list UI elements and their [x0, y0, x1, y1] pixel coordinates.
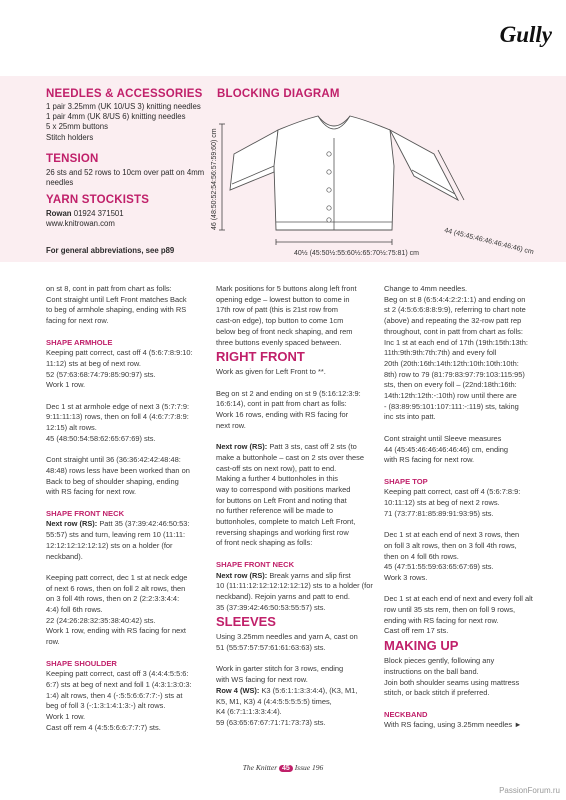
instruction-line: 9:11:11:13) rows, then on foll 4 (4:6:7:7:8:9: [46, 412, 189, 422]
instruction-line: Using 3.25mm needles and yarn A, cast on [216, 632, 358, 642]
instruction-line: next row. [216, 420, 246, 430]
instruction-line [46, 519, 206, 530]
page-footer [0, 763, 566, 772]
paragraph-gap [384, 519, 544, 530]
button-icon [327, 218, 331, 222]
instruction-line [216, 571, 376, 582]
needles-line: 1 pair 4mm (UK 8/US 6) knitting needles [46, 112, 186, 122]
instruction-line: Block pieces gently, following any [384, 656, 495, 666]
instruction-line: 59 (63:65:67:67:71:71:73:73) sts. [216, 717, 326, 727]
instruction-line: for buttons on Left Front and noting that [216, 495, 347, 505]
instruction-line: Change to 4mm needles. [384, 284, 468, 293]
instruction-line: K5, M1, K3) 4 (4:4:5:5:5:5:5) times, [216, 696, 332, 706]
tension-heading: TENSION [46, 153, 99, 165]
instruction-line: Beg on st 8 (6:5:4:4:2:2:1:1) and ending on [384, 294, 526, 304]
needles-line: 1 pair 3.25mm (UK 10/US 3) knitting needles [46, 102, 201, 111]
footer-magazine: The Knitter [242, 763, 278, 772]
row-text: K3 (5:6:1:1:3:3:4:4), (K3, M1, [259, 685, 358, 695]
instruction-line: on foll 3 alt rows, then on 3 foll 4th rows, [384, 540, 517, 550]
paragraph-gap [46, 498, 206, 509]
button-icon [327, 170, 331, 174]
column-2 [216, 284, 376, 729]
instruction-line: With RS facing, using 3.25mm needles ► [384, 720, 522, 730]
instruction-line: below beg of front neck shaping, and rem [216, 326, 353, 336]
paragraph-gap [46, 391, 206, 402]
needles-heading: NEEDLES & ACCESSORIES [46, 88, 203, 100]
instruction-line: Work 3 rows. [384, 572, 428, 582]
instruction-line: stitch, or back stitch if preferred. [384, 688, 490, 698]
row-label: Row 4 (WS): [216, 685, 260, 695]
instruction-line: three buttons evenly spaced between. [216, 337, 342, 347]
stockist-brand: Rowan [46, 209, 72, 218]
instruction-line: Inc 1 st at each end of 17th (19th:15th:13th: [384, 337, 528, 347]
sleeve-label: 44 (45:45:46:46:46:46:46) cm [443, 227, 535, 257]
instruction-line: of next 6 rows, then on foll 2 alt rows, then [46, 583, 186, 593]
instruction-line: throughout, cont in patt from chart as folls: [384, 326, 523, 336]
instruction-line: 45 (48:50:54:58:62:65:67:69) sts. [46, 433, 156, 443]
instruction-line: inc sts into patt. [384, 412, 436, 422]
paragraph-gap [384, 584, 544, 595]
instruction-line: Back to beg of shoulder shaping, ending [46, 476, 179, 486]
instruction-line: sts, then on every foll – (22nd:18th:16th: [384, 380, 517, 390]
instruction-line: 6:7) sts at beg of next and foll 1 (4:3:1:3:0:3: [46, 679, 192, 689]
column-1 [46, 284, 206, 733]
paragraph-gap [46, 648, 206, 659]
instruction-line: Work 1 row. [46, 380, 86, 390]
paragraph-gap [46, 327, 206, 338]
section-subheading: SHAPE FRONT NECK [216, 559, 295, 569]
instruction-line: cast-on edge), top button to come 1cm [216, 316, 344, 326]
instruction-line: facing for next row. [46, 316, 109, 326]
instruction-line: make a buttonhole – cast on 2 sts over these [216, 452, 365, 462]
section-subheading: NECKBAND [384, 709, 428, 719]
tension-line: needles [46, 178, 74, 188]
paragraph-gap [384, 423, 544, 434]
instruction-line: 12:15) alt rows. [46, 423, 97, 433]
instruction-line: Keeping patt correct, cast off 4 (5:6:7:8:9:10: [46, 348, 193, 358]
tension-text [46, 168, 204, 188]
instruction-line: 44 (45:45:46:46:46:46:46) cm, ending [384, 444, 509, 454]
instruction-line: ending with RS facing for next row. [384, 615, 499, 625]
footer-issue: Issue 196 [294, 763, 324, 772]
watermark: PassionForum.ru [499, 786, 560, 795]
instruction-line: 48:48) rows less have been worked than on [46, 465, 190, 475]
instruction-line: 55:57) sts and turn, leaving rem 10 (11:11: [46, 530, 186, 540]
paragraph-gap [216, 654, 376, 665]
instruction-line: 17th row of patt (this is 21st row from [216, 305, 338, 315]
section-subheading: SHAPE FRONT NECK [46, 508, 125, 518]
instruction-line: instructions on the ball band. [384, 666, 479, 676]
needles-line: Stitch holders [46, 132, 94, 142]
instruction-line: of front neck shaping as folls: [216, 538, 313, 548]
instruction-line: Cont straight until 36 (36:36:42:42:48:48: [46, 455, 181, 465]
instruction-line: 35 (37:39:42:46:50:53:55:57) sts. [216, 602, 326, 612]
instruction-line: beg of foll 3 (-:1:3:1:4:1:3:-) alt rows. [46, 701, 166, 711]
instruction-line: Cast off rem 17 sts. [384, 626, 449, 636]
instruction-line: 20th (20th:16th:14th:12th:10th:10th:10th: [384, 358, 519, 368]
instruction-line: Keeping patt correct, cast off 3 (4:4:4:5:5:6: [46, 669, 189, 679]
footer-page-number: 45 [279, 765, 293, 772]
button-icon [327, 152, 331, 156]
instruction-line: row. [46, 637, 60, 647]
instruction-line: 71 (73:77:81:85:89:91:93:95) sts. [384, 508, 494, 518]
row-text: Break yarns and slip first [267, 570, 351, 580]
instruction-line: Cast off rem 4 (4:5:5:6:6:7:7:7) sts. [46, 722, 161, 732]
instruction-line: 22 (24:26:28:32:35:38:40:42) sts. [46, 615, 156, 625]
instruction-line: Dec 1 st at each end of next 3 rows, then [384, 530, 520, 540]
width-label: 40½ (45:50½:55:60½:65:70½:75:81) cm [294, 250, 419, 257]
instruction-line [216, 442, 376, 453]
instruction-line: on st 8, cont in patt from chart as folls: [46, 284, 172, 293]
instruction-line: neckband). [46, 551, 83, 561]
instruction-line: on 3 foll 4th rows, then on 2 (2:2:3:3:4:4: [46, 594, 180, 604]
needles-list [46, 102, 201, 143]
section-subheading: SHAPE ARMHOLE [46, 337, 113, 347]
section-subheading: SHAPE TOP [384, 476, 428, 486]
instruction-line: 14th:12th:12th:-:10th) row until there are [384, 391, 517, 401]
instruction-line: Work 1 row. [46, 712, 86, 722]
instruction-line: (above) and repeating the 32-row patt rep [384, 316, 522, 326]
row-label: Next row (RS): [216, 442, 268, 452]
instruction-line: with RS facing for next row. [384, 455, 475, 465]
instruction-line: Cont straight until Left Front matches Back [46, 294, 187, 304]
instruction-line: then on 4 foll 6th rows. [384, 551, 459, 561]
instruction-line: 12:12:12:12:12:12) sts on a holder (for [46, 540, 173, 550]
instruction-line: Join both shoulder seams using mattress [384, 677, 520, 687]
instruction-line: 11:12) sts at beg of next row. [46, 358, 141, 368]
instruction-line: 4:4) foll 6th rows. [46, 605, 103, 615]
instruction-line: Work in garter stitch for 3 rows, ending [216, 664, 344, 674]
instruction-line: Work 1 row, ending with RS facing for next [46, 626, 187, 636]
instruction-line: Making a further 4 buttonholes in this [216, 474, 338, 484]
cardigan-outline [230, 116, 458, 230]
button-icon [327, 206, 331, 210]
blocking-diagram [210, 102, 550, 262]
row-label: Next row (RS): [216, 570, 268, 580]
instruction-line: Beg on st 2 and ending on st 9 (5:16:12:3:9: [216, 388, 361, 398]
row-text: Patt 35 (37:39:42:46:50:53: [97, 519, 190, 529]
instruction-line: 11th:9th:9th:7th:7th) and every foll [384, 348, 497, 358]
row-text: Patt 3 sts, cast off 2 sts (to [267, 442, 357, 452]
instruction-line: 52 (57:63:68:74:79:85:90:97) sts. [46, 369, 156, 379]
paragraph-gap [46, 562, 206, 573]
length-label: 46 (48:50:52:54:56:57:59:60) cm [211, 128, 218, 230]
diagram-heading: BLOCKING DIAGRAM [217, 88, 340, 100]
instruction-line: with RS facing for next row. [46, 487, 137, 497]
paragraph-gap [216, 431, 376, 442]
instruction-line: Cont straight until Sleeve measures [384, 433, 502, 443]
instruction-line: reversing shapings and working first row [216, 527, 349, 537]
instruction-line: K4 (6:7:1:1:3:3:4:4). [216, 707, 282, 717]
instruction-line: opening edge – lowest button to come in [216, 294, 350, 304]
instruction-line: 10 (11:11:12:12:12:12:12:12) sts to a holder (for [216, 581, 373, 591]
instruction-line: st 2 (4:5:6:6:8:8:9:9), referring to chart note [384, 305, 526, 315]
stockist-phone: 01924 371501 [73, 209, 124, 218]
section-subheading: SHAPE SHOULDER [46, 658, 117, 668]
pattern-title: Gully [499, 22, 552, 47]
instruction-line: neckband). Rejoin yarns and patt to end. [216, 591, 350, 601]
instruction-line: row until 35 sts rem, then on foll 9 rows, [384, 605, 516, 615]
instruction-line: 10:11:12) sts at beg of next 2 rows. [384, 498, 500, 508]
button-icon [327, 188, 331, 192]
instruction-line: 16:6:14), cont in patt from chart as folls: [216, 399, 347, 409]
info-panel [0, 76, 566, 262]
instruction-line: 51 (55:57:57:57:61:61:63:63) sts. [216, 643, 326, 653]
paragraph-gap [216, 378, 376, 389]
tension-line: 26 sts and 52 rows to 10cm over patt on 4mm [46, 168, 205, 177]
section-heading: SLEEVES [216, 614, 276, 630]
instruction-line [216, 686, 376, 697]
stockists-heading: YARN STOCKISTS [46, 194, 150, 206]
column-3 [384, 284, 544, 731]
instruction-line: 45 (47:51:55:59:63:65:67:69) sts. [384, 562, 494, 572]
instruction-line: Dec 1 st at armhole edge of next 3 (5:7:7:9: [46, 401, 190, 411]
instruction-line: with WS facing for next row. [216, 675, 308, 685]
instruction-line: Work 16 rows, ending with RS facing for [216, 410, 349, 420]
section-heading: RIGHT FRONT [216, 349, 305, 365]
paragraph-gap [216, 549, 376, 560]
instruction-line: cast-off sts on next row), patt to end. [216, 463, 337, 473]
stockist-url[interactable]: www.knitrowan.com [46, 219, 115, 229]
instruction-line: way to correspond with positions marked [216, 484, 351, 494]
instruction-line: Keeping patt correct, dec 1 st at neck edge [46, 572, 188, 582]
instruction-line: no further reference will be made to [216, 506, 333, 516]
section-heading: MAKING UP [384, 638, 459, 654]
abbreviations-note: For general abbreviations, see p89 [46, 246, 175, 255]
instruction-line: to beg of armhole shaping, ending with RS [46, 305, 187, 315]
paragraph-gap [46, 445, 206, 456]
paragraph-gap [384, 699, 544, 710]
instruction-line: 1:4) alt rows, then 4 (-:5:5:6:6:7:7:-) sts at [46, 690, 183, 700]
instruction-line: 8th) row to 79 (81:79:83:97:79:103:115:95) [384, 369, 525, 379]
instruction-line: Mark positions for 5 buttons along left front [216, 284, 357, 293]
row-label: Next row (RS): [46, 519, 98, 529]
instruction-line: Work as given for Left Front to **. [216, 367, 326, 377]
stockists-text [46, 209, 124, 229]
needles-line: 5 x 25mm buttons [46, 122, 108, 132]
paragraph-gap [384, 466, 544, 477]
instruction-line: - (83:89:95:101:107:111:-:119) sts, taking [384, 401, 519, 411]
instruction-line: Keeping patt correct, cast off 4 (5:6:7:8:9: [384, 487, 521, 497]
instruction-line: Dec 1 st at each end of next and every foll alt [384, 594, 533, 604]
instruction-line: buttonholes, complete to match Left Front, [216, 517, 356, 527]
